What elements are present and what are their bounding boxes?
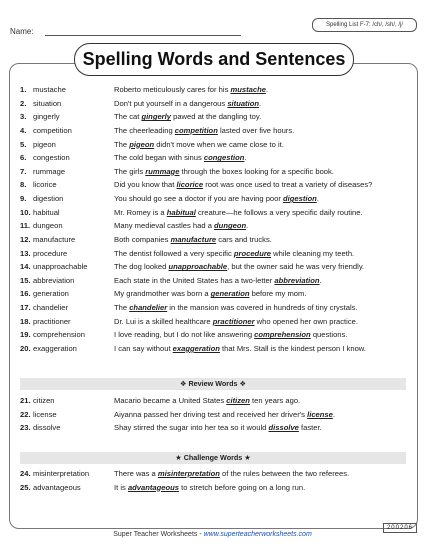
- spelling-word: dungeon: [33, 221, 63, 231]
- sentence-text: The girls: [114, 166, 146, 176]
- word-row: [20, 139, 415, 150]
- spelling-word: misinterpretation: [33, 469, 90, 478]
- example-sentence: [114, 139, 284, 150]
- word-number: 22.: [20, 409, 31, 419]
- sentence-text: , but the owner said he was very friendly.: [227, 262, 365, 272]
- word-number: 17.: [20, 303, 31, 313]
- sentence-text: Each state in the United States has a two-letter: [114, 275, 275, 285]
- word-number: 13.: [20, 248, 31, 258]
- spelling-word: exaggeration: [33, 343, 77, 353]
- example-sentence: [114, 193, 319, 204]
- sentence-text: The dentist followed a very specific: [114, 248, 234, 258]
- word-row: [20, 166, 415, 177]
- word-number: 3.: [20, 112, 27, 122]
- sentence-keyword: comprehension: [254, 330, 311, 340]
- example-sentence: [114, 288, 306, 299]
- sentence-keyword: pigeon: [129, 139, 155, 149]
- sentence-keyword: digestion: [283, 194, 317, 204]
- sentence-text: Shay stirred the sugar into her tea so it would: [114, 423, 269, 433]
- word-row: [20, 329, 415, 340]
- footer: [0, 531, 425, 538]
- example-sentence: [114, 152, 247, 163]
- sentence-text: questions.: [310, 330, 348, 340]
- worksheet-code: 200206: [383, 523, 417, 533]
- sentence-text: of the rules between the two referees.: [219, 469, 350, 478]
- sentence-text: Dr. Lui is a skilled healthcare: [114, 316, 213, 326]
- sentence-text: through the boxes looking for a specific book.: [179, 166, 334, 176]
- example-sentence: [114, 248, 354, 259]
- word-row: [20, 207, 415, 218]
- example-sentence: [114, 207, 363, 218]
- sentence-text: The: [114, 139, 130, 149]
- word-number: 11.: [20, 221, 31, 231]
- sentence-text: The cheerleading: [114, 125, 175, 135]
- word-number: 8.: [20, 180, 27, 190]
- word-row: [20, 152, 415, 163]
- word-row: [20, 125, 415, 136]
- sentence-keyword: exaggeration: [172, 343, 220, 353]
- sentence-keyword: habitual: [166, 207, 196, 217]
- example-sentence: [114, 302, 358, 313]
- sentence-text: Aiyanna passed her driving test and received her driver's: [114, 409, 308, 419]
- sentence-keyword: competition: [174, 125, 218, 135]
- page-title: Spelling Words and Sentences: [74, 43, 354, 76]
- sentence-keyword: procedure: [233, 248, 272, 258]
- word-row: [20, 422, 415, 433]
- sentence-text: in the mansion was covered in hundreds of tiny crystals.: [167, 303, 358, 313]
- spelling-word: dissolve: [33, 423, 61, 433]
- sentence-text: .: [258, 98, 262, 108]
- spelling-word: mustache: [33, 85, 66, 94]
- spelling-word: advantageous: [33, 482, 81, 492]
- sentence-text: who opened her own practice.: [254, 316, 358, 326]
- spelling-word: generation: [33, 289, 69, 299]
- example-sentence: [114, 111, 261, 122]
- word-row: [20, 288, 415, 299]
- sentence-keyword: generation: [210, 289, 250, 299]
- word-number: 24.: [20, 469, 31, 478]
- sentence-text: You should go see a doctor if you are having poor: [114, 194, 284, 204]
- example-sentence: [114, 220, 248, 231]
- sentence-text: .: [319, 275, 322, 285]
- sentence-keyword: unapproachable: [168, 262, 228, 272]
- example-sentence: [114, 409, 335, 420]
- word-number: 18.: [20, 316, 31, 326]
- example-sentence: [114, 98, 261, 109]
- sentence-text: I love reading, but I do not like answering: [114, 330, 255, 340]
- example-sentence: [114, 125, 294, 136]
- sentence-keyword: manufacture: [170, 234, 217, 244]
- word-row: [20, 179, 415, 190]
- spelling-list-tag: Spelling List F-7: /ch/, /sh/, /j/: [312, 18, 417, 32]
- sentence-text: Many medieval castles had a: [114, 221, 215, 231]
- word-number: 23.: [20, 423, 31, 433]
- word-number: 10.: [20, 207, 31, 217]
- sentence-text: didn't move when we came close to it.: [154, 139, 284, 149]
- sentence-keyword: mustache: [230, 85, 266, 94]
- sentence-text: I can say without: [114, 343, 173, 353]
- spelling-word: procedure: [33, 248, 68, 258]
- word-row: [20, 220, 415, 231]
- sentence-keyword: practitioner: [212, 316, 255, 326]
- word-number: 1.: [20, 85, 27, 94]
- sentence-text: .: [265, 85, 269, 94]
- sentence-keyword: chandelier: [129, 303, 168, 313]
- sentence-text: Don't put yourself in a dangerous: [114, 98, 228, 108]
- spelling-word: gingerly: [33, 112, 60, 122]
- sentence-text: .: [246, 221, 249, 231]
- example-sentence: [114, 166, 334, 177]
- spelling-word: licorice: [33, 180, 57, 190]
- spelling-word: pigeon: [33, 139, 56, 149]
- sentence-keyword: citizen: [226, 396, 250, 405]
- sentence-text: The cat: [114, 112, 142, 122]
- sentence-text: .: [244, 153, 247, 163]
- word-number: 4.: [20, 125, 27, 135]
- spelling-word: comprehension: [33, 330, 85, 340]
- word-number: 25.: [20, 482, 31, 492]
- sentence-text: Mr. Romey is a: [114, 207, 167, 217]
- sentence-text: before my mom.: [249, 289, 307, 299]
- sentence-text: to stretch before going on a long run.: [179, 482, 306, 492]
- word-number: 21.: [20, 396, 31, 405]
- challenge-words-header: ★ Challenge Words ★: [20, 452, 406, 464]
- word-number: 16.: [20, 289, 31, 299]
- word-number: 12.: [20, 234, 31, 244]
- example-sentence: [114, 343, 366, 354]
- spelling-word: license: [33, 409, 57, 419]
- sentence-text: while cleaning my teeth.: [271, 248, 355, 258]
- sentence-text: My grandmother was born a: [114, 289, 211, 299]
- sentence-keyword: advantageous: [127, 482, 179, 492]
- word-row: [20, 98, 415, 109]
- word-row: [20, 395, 415, 406]
- sentence-text: lasted over five hours.: [217, 125, 295, 135]
- example-sentence: [114, 261, 364, 272]
- sentence-keyword: misinterpretation: [157, 469, 220, 478]
- sentence-keyword: situation: [227, 98, 259, 108]
- example-sentence: [114, 234, 272, 245]
- word-number: 7.: [20, 166, 27, 176]
- spelling-word: habitual: [33, 207, 60, 217]
- spelling-word: manufacture: [33, 234, 76, 244]
- spelling-word: congestion: [33, 153, 70, 163]
- sentence-text: cars and trucks.: [216, 234, 272, 244]
- spelling-word: situation: [33, 98, 62, 108]
- sentence-keyword: dissolve: [268, 423, 299, 433]
- word-number: 20.: [20, 343, 31, 353]
- spelling-word: citizen: [33, 396, 55, 405]
- spelling-word: rummage: [33, 166, 66, 176]
- sentence-keyword: dungeon: [214, 221, 247, 231]
- sentence-text: root was once used to treat a variety of diseases?: [203, 180, 373, 190]
- spelling-word: competition: [33, 125, 72, 135]
- example-sentence: [114, 329, 347, 340]
- word-number: 15.: [20, 275, 31, 285]
- word-row: [20, 468, 415, 479]
- sentence-text: Roberto meticulously cares for his: [114, 85, 231, 94]
- word-row: [20, 234, 415, 245]
- sentence-text: ten years ago.: [249, 396, 301, 405]
- word-number: 2.: [20, 98, 27, 108]
- example-sentence: [114, 468, 349, 479]
- sentence-text: Macario became a United States: [114, 396, 227, 405]
- sentence-text: The cold began with sinus: [114, 153, 204, 163]
- spelling-word: practitioner: [33, 316, 71, 326]
- footer-prefix: Super Teacher Worksheets -: [113, 531, 204, 538]
- sentence-text: There was a: [114, 469, 158, 478]
- sentence-keyword: rummage: [145, 166, 180, 176]
- sentence-keyword: abbreviation: [274, 275, 320, 285]
- sentence-text: .: [316, 194, 319, 204]
- sentence-text: Did you know that: [114, 180, 177, 190]
- spelling-word: abbreviation: [33, 275, 75, 285]
- name-label: Name:: [10, 27, 34, 36]
- sentence-text: The dog looked: [114, 262, 169, 272]
- word-number: 19.: [20, 330, 31, 340]
- name-line[interactable]: [45, 35, 241, 36]
- word-row: [20, 343, 415, 354]
- word-number: 5.: [20, 139, 27, 149]
- sentence-keyword: licorice: [176, 180, 204, 190]
- word-row: [20, 193, 415, 204]
- sentence-keyword: license: [307, 409, 333, 419]
- sentence-text: pawed at the dangling toy.: [170, 112, 262, 122]
- sentence-text: .: [332, 409, 335, 419]
- footer-link[interactable]: www.superteacherworksheets.com: [203, 531, 312, 538]
- sentence-text: The: [114, 303, 130, 313]
- spelling-word: unapproachable: [33, 262, 88, 272]
- word-row: [20, 409, 415, 420]
- sentence-text: Both companies: [114, 234, 171, 244]
- spelling-word: chandelier: [33, 303, 69, 313]
- sentence-text: creature—he follows a very specific daily routine.: [195, 207, 363, 217]
- example-sentence: [114, 179, 372, 190]
- review-words-header: ❖ Review Words ❖: [20, 378, 406, 390]
- example-sentence: [114, 275, 322, 286]
- word-row: [20, 84, 415, 95]
- word-row: [20, 482, 415, 493]
- example-sentence: [114, 316, 358, 327]
- word-row: [20, 248, 415, 259]
- sentence-keyword: gingerly: [141, 112, 171, 122]
- word-row: [20, 275, 415, 286]
- sentence-text: It is: [114, 482, 128, 492]
- word-number: 6.: [20, 153, 27, 163]
- sentence-text: faster.: [298, 423, 322, 433]
- example-sentence: [114, 422, 322, 433]
- example-sentence: [114, 84, 268, 95]
- sentence-keyword: congestion: [203, 153, 245, 163]
- word-number: 9.: [20, 194, 27, 204]
- word-row: [20, 316, 415, 327]
- spelling-word: digestion: [33, 194, 64, 204]
- word-number: 14.: [20, 262, 31, 272]
- word-row: [20, 111, 415, 122]
- example-sentence: [114, 395, 300, 406]
- sentence-text: that Mrs. Stall is the kindest person I know.: [219, 343, 366, 353]
- word-row: [20, 261, 415, 272]
- example-sentence: [114, 482, 305, 493]
- word-row: [20, 302, 415, 313]
